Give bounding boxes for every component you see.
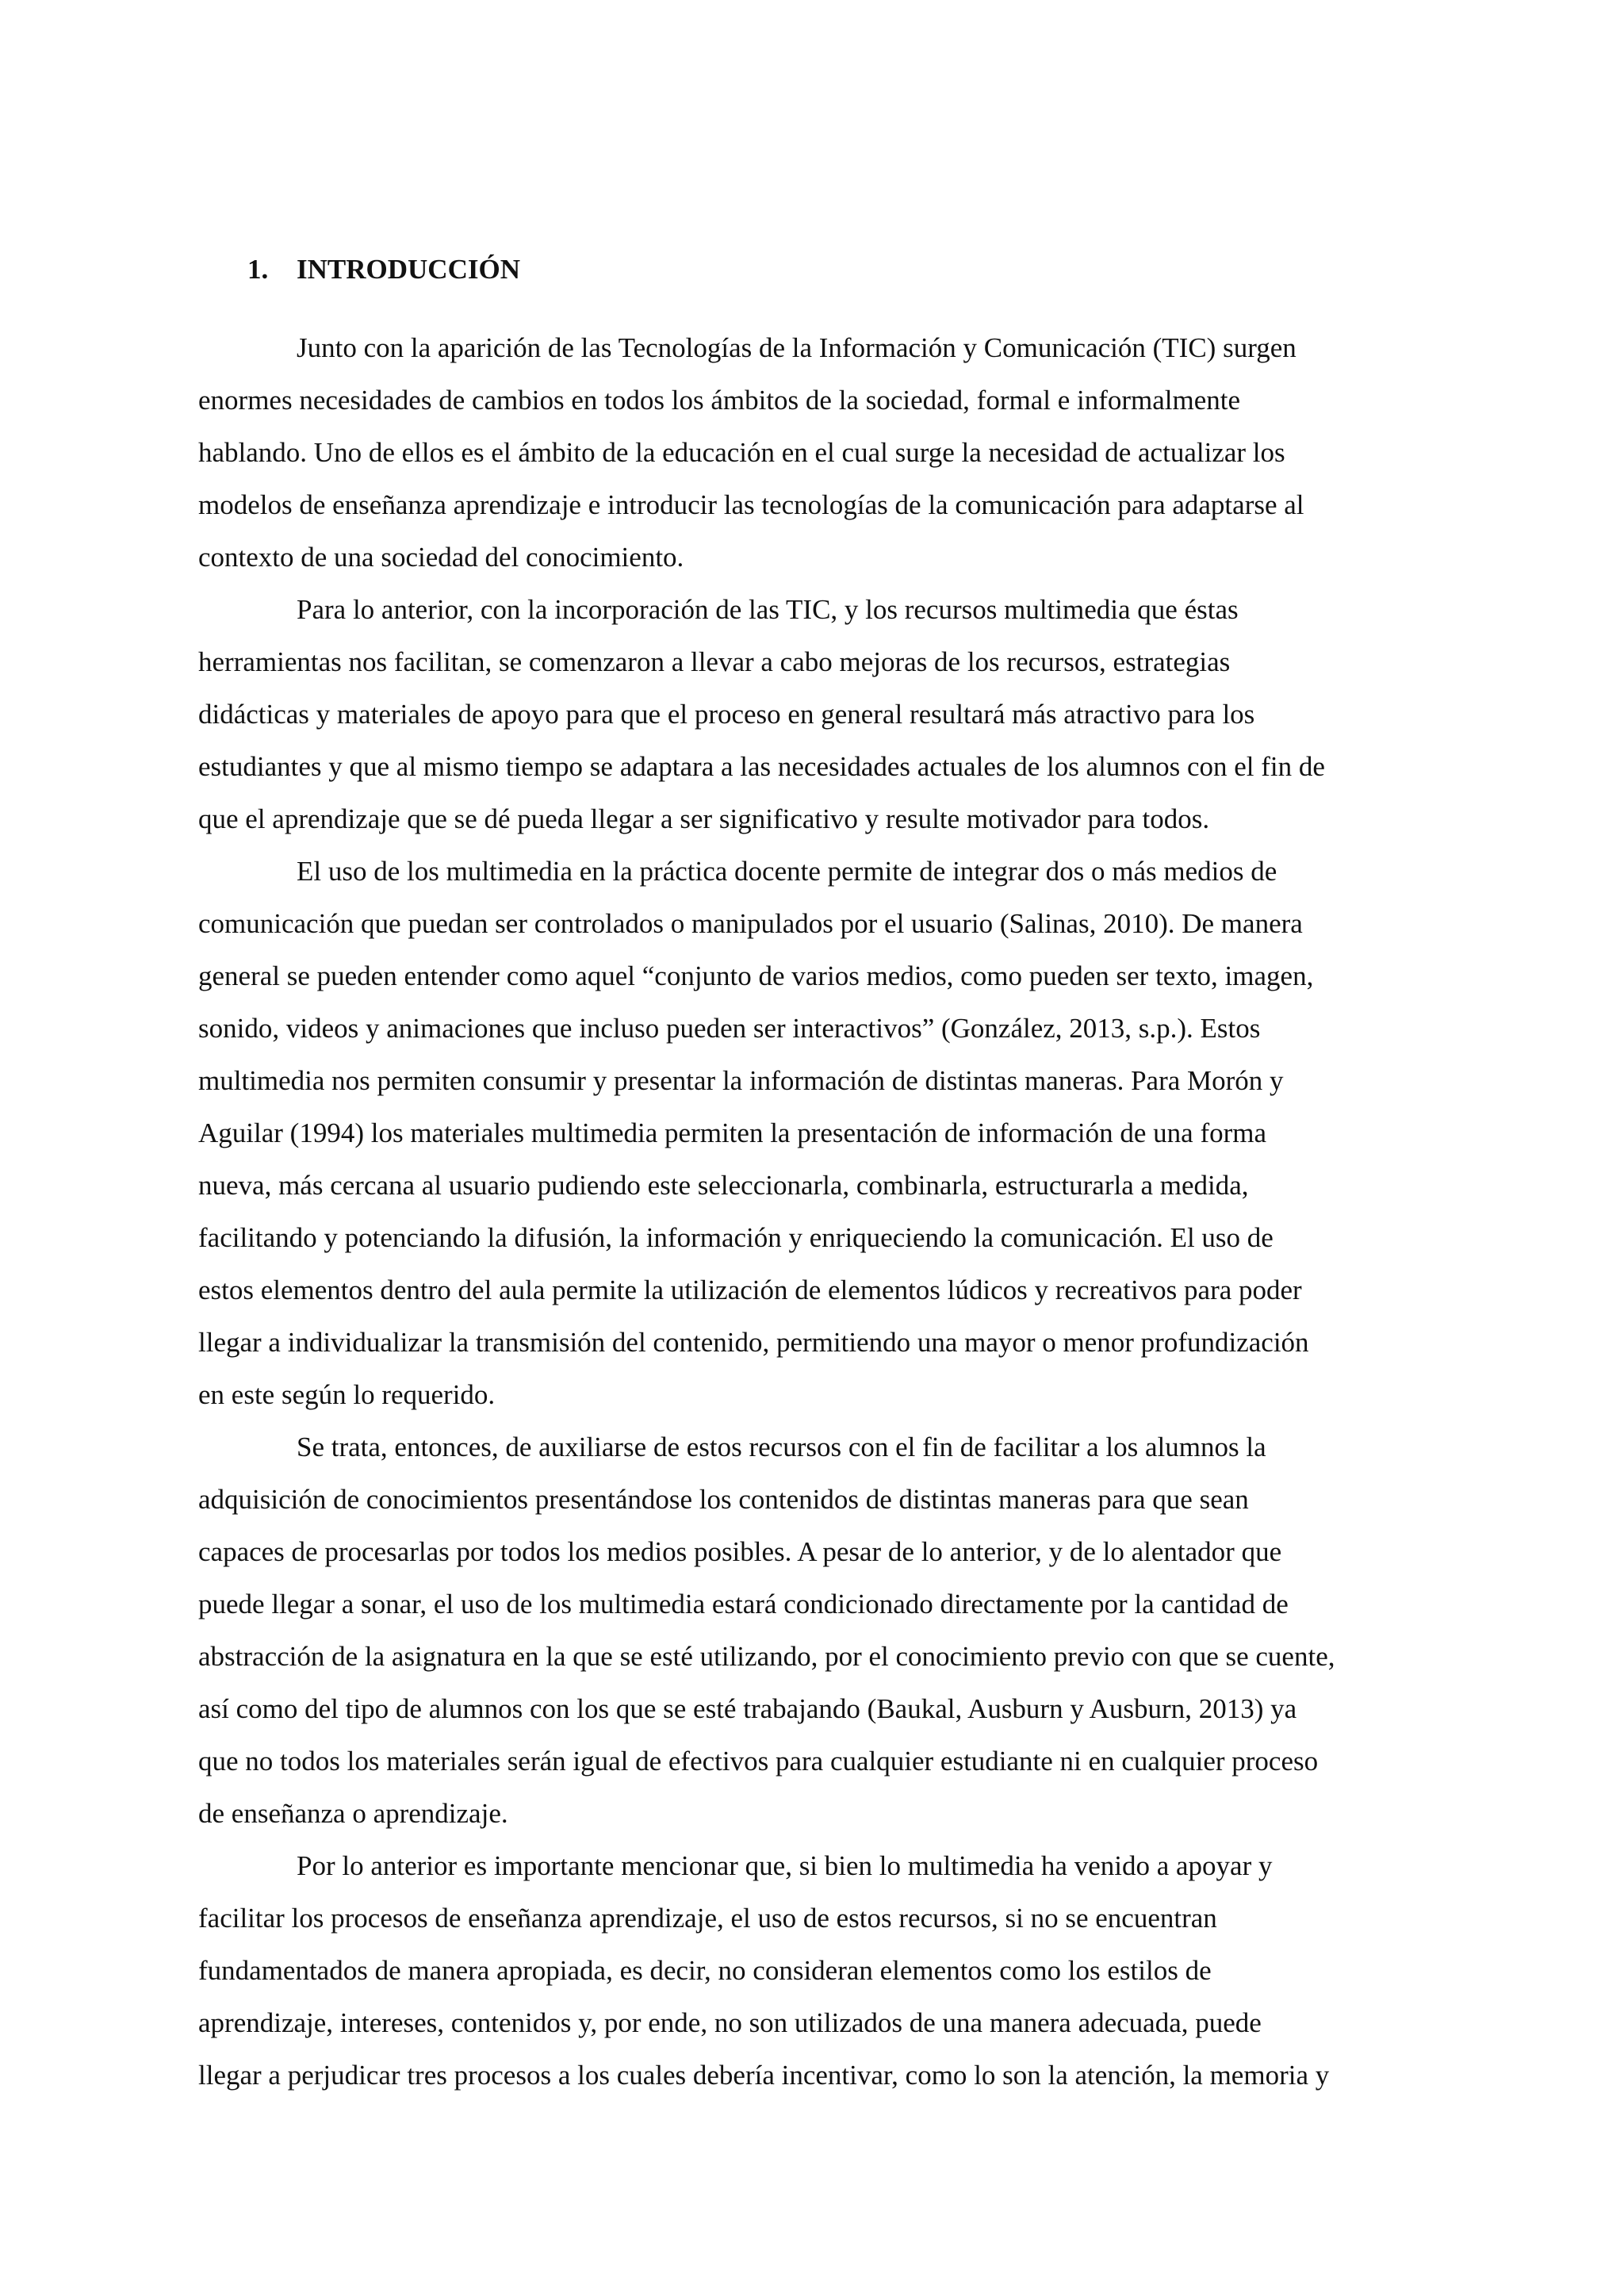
paragraph-line: hablando. Uno de ellos es el ámbito de la educación en el cual surge la necesidad de actualizar los: [198, 437, 1285, 468]
paragraph-line: capaces de procesarlas por todos los medios posibles. A pesar de lo anterior, y de lo alentador que: [198, 1536, 1282, 1567]
section-title: INTRODUCCIÓN: [297, 254, 520, 285]
paragraph-line: sonido, videos y animaciones que incluso pueden ser interactivos” (González, 2013, s.p.). Estos: [198, 1013, 1261, 1044]
paragraph: [198, 584, 1435, 845]
paragraph-line: facilitar los procesos de enseñanza aprendizaje, el uso de estos recursos, si no se encuentran: [198, 1903, 1217, 1934]
paragraph-line: llegar a perjudicar tres procesos a los cuales debería incentivar, como lo son la atención, la memoria y: [198, 2060, 1330, 2091]
paragraph-line: El uso de los multimedia en la práctica docente permite de integrar dos o más medios de: [297, 856, 1277, 887]
paragraph-line: multimedia nos permiten consumir y presentar la información de distintas maneras. Para Morón y: [198, 1065, 1284, 1096]
paragraph-line: Se trata, entonces, de auxiliarse de estos recursos con el fin de facilitar a los alumnos la: [297, 1432, 1266, 1462]
paragraph-line: general se pueden entender como aquel “conjunto de varios medios, como pueden ser texto, imagen,: [198, 960, 1314, 991]
paragraph-line: que el aprendizaje que se dé pueda llegar a ser significativo y resulte motivador para todos.: [198, 803, 1210, 834]
paragraph: [198, 1421, 1435, 1840]
paragraph-line: llegar a individualizar la transmisión del contenido, permitiendo una mayor o menor profundización: [198, 1327, 1309, 1358]
paragraph-line: estudiantes y que al mismo tiempo se adaptara a las necesidades actuales de los alumnos con el fin de: [198, 751, 1325, 782]
paragraph-line: en este según lo requerido.: [198, 1379, 496, 1410]
section-heading: [247, 246, 520, 293]
paragraph-line: Aguilar (1994) los materiales multimedia permiten la presentación de información de una forma: [198, 1117, 1267, 1148]
paragraph-line: abstracción de la asignatura en la que se esté utilizando, por el conocimiento previo con que se cuente,: [198, 1641, 1335, 1672]
paragraph: [198, 322, 1435, 584]
paragraph-line: contexto de una sociedad del conocimiento.: [198, 542, 684, 573]
paragraph-line: estos elementos dentro del aula permite la utilización de elementos lúdicos y recreativos para poder: [198, 1274, 1302, 1305]
paragraph-line: puede llegar a sonar, el uso de los multimedia estará condicionado directamente por la cantidad de: [198, 1589, 1289, 1619]
paragraph-line: así como del tipo de alumnos con los que se esté trabajando (Baukal, Ausburn y Ausburn, 2013) ya: [198, 1693, 1297, 1724]
paragraph-line: adquisición de conocimientos presentándose los contenidos de distintas maneras para que sean: [198, 1484, 1249, 1515]
paragraph-line: herramientas nos facilitan, se comenzaron a llevar a cabo mejoras de los recursos, estrategias: [198, 646, 1231, 677]
paragraph: [198, 1840, 1435, 2102]
paragraph-line: Junto con la aparición de las Tecnologías de la Información y Comunicación (TIC) surgen: [297, 332, 1297, 363]
paragraph-line: Por lo anterior es importante mencionar que, si bien lo multimedia ha venido a apoyar y: [297, 1850, 1273, 1881]
paragraph-line: fundamentados de manera apropiada, es decir, no consideran elementos como los estilos de: [198, 1955, 1212, 1986]
paragraph-line: didácticas y materiales de apoyo para que el proceso en general resultará más atractivo para los: [198, 699, 1255, 730]
paragraph-line: nueva, más cercana al usuario pudiendo este seleccionarla, combinarla, estructurarla a medida,: [198, 1170, 1249, 1201]
paragraph-line: modelos de enseñanza aprendizaje e introducir las tecnologías de la comunicación para adaptarse al: [198, 489, 1304, 520]
paragraph-line: aprendizaje, intereses, contenidos y, por ende, no son utilizados de una manera adecuada, puede: [198, 2007, 1262, 2038]
body-text: [198, 322, 1435, 2102]
paragraph-line: Para lo anterior, con la incorporación de las TIC, y los recursos multimedia que éstas: [297, 594, 1239, 625]
paragraph-line: que no todos los materiales serán igual de efectivos para cualquier estudiante ni en cualquier proceso: [198, 1746, 1319, 1777]
paragraph-line: enormes necesidades de cambios en todos los ámbitos de la sociedad, formal e informalmente: [198, 385, 1241, 416]
paragraph-line: comunicación que puedan ser controlados o manipulados por el usuario (Salinas, 2010). De manera: [198, 908, 1303, 939]
paragraph: [198, 845, 1435, 1421]
paragraph-line: de enseñanza o aprendizaje.: [198, 1798, 508, 1829]
section-number: 1.: [247, 254, 269, 285]
paragraph-line: facilitando y potenciando la difusión, la información y enriqueciendo la comunicación. El uso de: [198, 1222, 1274, 1253]
